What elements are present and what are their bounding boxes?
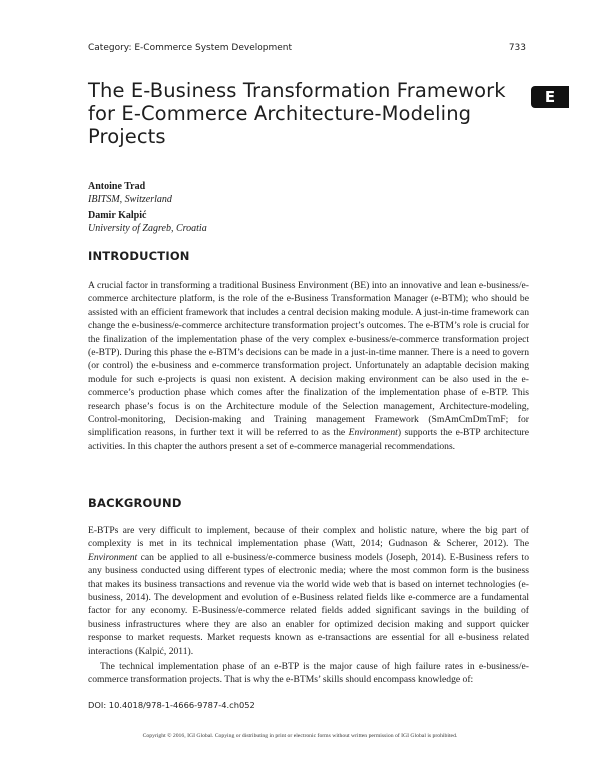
background-text-2: The technical implementation phase of an e-BTP is the major cause of high failure rates in e-business/e-commerce transformation projects. That is why the e-BTMs’ skills should encompass knowledge of: (88, 661, 529, 686)
doi-line: DOI: 10.4018/978-1-4666-9787-4.ch052 (88, 700, 255, 710)
author-block (88, 180, 172, 206)
author-affiliation: IBITSM, Switzerland (88, 194, 172, 205)
section-letter-tab: E (531, 86, 569, 108)
page-number: 733 (508, 43, 526, 53)
author-affiliation: University of Zagreb, Croatia (88, 223, 207, 234)
introduction-heading: INTRODUCTION (88, 249, 190, 263)
intro-text-end: ) supports the e-BTP architecture activities. In this chapter the authors present a set of e-commerce managerial recommendations. (88, 427, 529, 452)
background-text: E-BTPs are very difficult to implement, because of their complex and holistic nature, where the big part of complexity is met in its technical implementation phase (Watt, 2014; Gudnason & Scherer, 2012). The (88, 525, 529, 550)
intro-text: A crucial factor in transforming a traditional Business Environment (BE) into an innovative and lean e-business/e-commerce architecture platform, is the role of the e-Business Transformation Manager (e-BTM); who should be assisted with an efficient framework that includes a central decision making module. A just-in-time framework can change the e-business/e-commerce architecture transformation project’s outcomes. The e-BTM’s role is crucial for the finalization of the implementation phase of the very complex e-business/e-commerce transformation project (e-BTP). During this phase the e-BTM’s decisions can be made in a just-in-time manner. There is a need to govern (or control) the e-business and e-commerce transformation project. Unfortunately an adaptable decision making module for such e-projects is quasi non existent. A decision making environment can be also used in the e-commerce’s production phase which comes after the finalization of the implementation phase of e-BTP. This research phase’s focus is on the Architecture module of the Selection management, Architecture-modeling, Control-monitoring, Decision-making and Training management Framework (SmAmCmDmTmF; for simplification reasons, in further text it will be referred to as the (88, 280, 529, 439)
intro-emphasis: Environment (348, 427, 398, 439)
background-paragraph (88, 524, 529, 658)
background-emphasis: Environment (88, 551, 138, 563)
copyright-notice: Copyright © 2016, IGI Global. Copying or distributing in print or electronic forms without written permission of IGI Global is prohibited. (142, 733, 458, 739)
author-name: Damir Kalpić (88, 210, 147, 221)
article-title: The E-Business Transformation Framework for E-Commerce Architecture-Modeling Projects (88, 79, 506, 148)
background-text-cont: can be applied to all e-business/e-commerce business models (Joseph, 2014). E-Business refers to any business conducted using different types of electronic media; where the most common form is the business that makes its business transactions and revenue via the world wide web that is based on internet technologies (e-business, 2014). The development and evolution of e-Business related fields like e-commerce are a fundamental factor for any economy. E-Business/e-commerce related fields added significant savings in the building of business infrastructures where they are also an enabler for optimized decision making and support quicker response to market requests. Market requests known as e-transactions are essential for all e-business related interactions (Kalpić, 2011). (88, 551, 529, 657)
background-heading: BACKGROUND (88, 496, 182, 510)
running-header-category: Category: E-Commerce System Development (88, 43, 293, 53)
author-name: Antoine Trad (88, 181, 146, 192)
introduction-paragraph (88, 279, 529, 453)
background-paragraph-2 (88, 660, 529, 687)
author-block (88, 209, 207, 235)
